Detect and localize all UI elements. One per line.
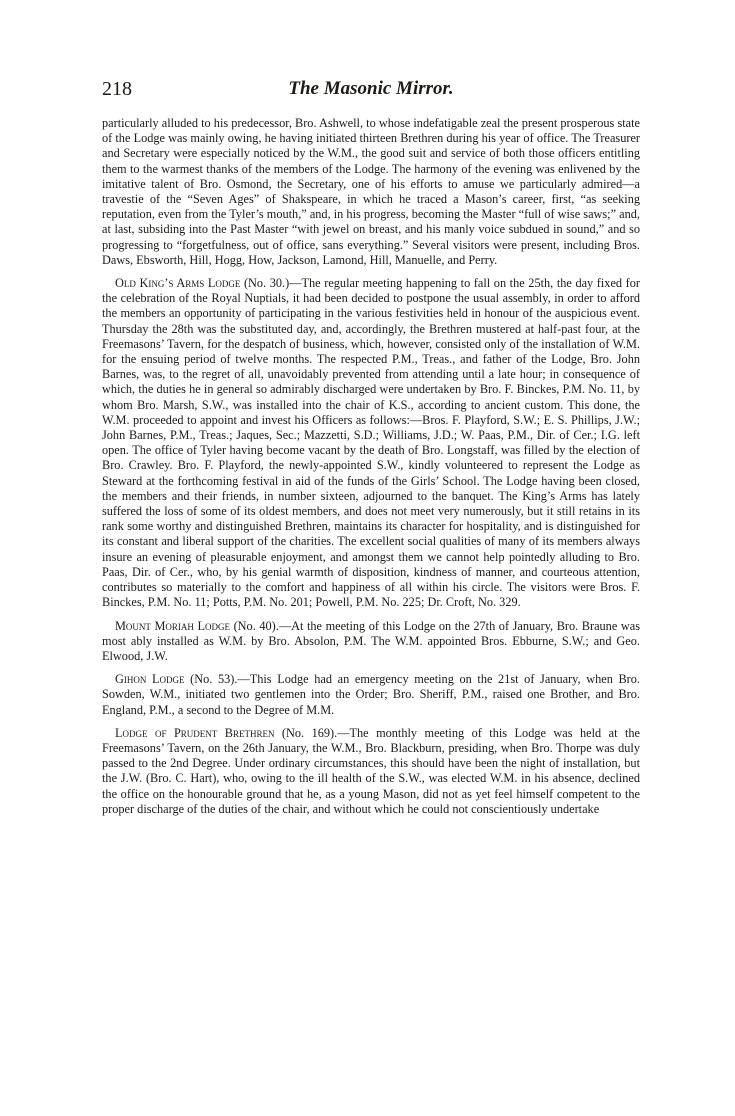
paragraph-old-kings-arms-lodge xyxy=(102,276,640,610)
paragraph-text: (No. 53).—This Lodge had an emergency meeting on the 21st of January, when Bro. Sowden, W.M., initiated two gentlemen into the Order; Bro. Sheriff, P.M., raised one Brother, and Bro. England, P.M., a second to the Degree of M.M. xyxy=(102,672,640,717)
paragraph-gihon-lodge xyxy=(102,672,640,718)
paragraph-mount-moriah-lodge xyxy=(102,619,640,665)
lodge-name: Mount Moriah Lodge xyxy=(115,618,231,633)
lodge-name: Lodge of Prudent Brethren xyxy=(115,725,275,740)
running-title: The Masonic Mirror. xyxy=(288,78,454,99)
article-body xyxy=(102,116,640,817)
paragraph-lodge-of-prudent-brethren xyxy=(102,726,640,817)
paragraph-text: (No. 30.)—The regular meeting happening to fall on the 25th, the day fixed for the celebration of the Royal Nuptials, it had been decided to postpone the usual assembly, in order to afford the members an opportunity of participating in the various festivities held in honour of the auspicious event. Thursday the 28th was the substituted day, and, accordingly, the Brethren mustered at half-past four, at the Freemasons’ Tavern, for the despatch of business, which, however, consisted only of the installation of W.M. for the ensuing period of twelve months. The respected P.M., Treas., and father of the Lodge, Bro. John Barnes, was, to the regret of all, unavoidably prevented from attending until a late hour; in consequence of which, the duties he in general so admirably discharged were undertaken by Bro. F. Binckes, P.M. No. 11, by whom Bro. Marsh, S.W., was installed into the chair of K.S., according to ancient custom. This done, the W.M. proceeded to appoint and invest his Officers as follows:—Bros. F. Playford, S.W.; E. S. Phillips, J.W.; John Barnes, P.M., Treas.; Jaques, Sec.; Mazzetti, S.D.; Williams, J.D.; W. Paas, P.M., Dir. of Cer.; I.G. left open. The office of Tyler having become vacant by the death of Bro. Longstaff, was filled by the election of Bro. Crawley. Bro. F. Playford, the newly-appointed S.W., kindly volunteered to represent the Lodge as Steward at the forthcoming festival in aid of the funds of the Girls’ School. The Lodge having been closed, the members and their friends, in number sixteen, adjourned to the banquet. The King’s Arms has lately suffered the loss of some of its oldest members, and does not meet very numerously, but it still retains in its rank some worthy and distinguished Brethren, maintains its character for hospitality, and is distinguished for its constant and liberal support of the charities. The excellent social qualities of many of its members always insure an evening of pleasurable enjoyment, and amongst them we cannot help pointedly alluding to Bro. Paas, Dir. of Cer., who, by his genial warmth of disposition, kindness of manner, and courteous attention, contributes so materially to the comfort and happiness of all within his circle. The visitors were Bros. F. Binckes, P.M. No. 11; Potts, P.M. No. 201; Powell, P.M. No. 225; Dr. Croft, No. 329. xyxy=(102,276,640,610)
paragraph-text: particularly alluded to his predecessor, Bro. Ashwell, to whose indefatigable zeal the present prosperous state of the Lodge was mainly owing, he having initiated thirteen Brethren during his year of office. The Treasurer and Secretary were especially noticed by the W.M., the good suit and service of both those officers entitling them to the warmest thanks of the members of the Lodge. The harmony of the evening was enlivened by the imitative talent of Bro. Osmond, the Secretary, one of his efforts to amuse we particularly admired—a travestie of the “Seven Ages” of Shakspeare, in which he traced a Mason’s career, first, “as seeking reputation, even from the Tyler’s mouth,” and, in his progress, becoming the Master “full of wise saws;” and, at last, subsiding into the Past Master “with jewel on breast, and his manly voice subdued in sound,” and so progressing to “forgetfulness, out of office, sans everything.” Several visitors were present, including Bros. Daws, Ebsworth, Hill, Hogg, How, Jackson, Lamond, Hill, Manuelle, and Perry. xyxy=(102,116,640,267)
page-header xyxy=(102,78,640,108)
page-number: 218 xyxy=(102,78,132,100)
paragraph-continuation xyxy=(102,116,640,268)
lodge-name: Old King’s Arms Lodge xyxy=(115,276,241,291)
paragraph-text: (No. 169).—The monthly meeting of this Lodge was held at the Freemasons’ Tavern, on the 26th January, the W.M., Bro. Blackburn, presiding, when Bro. Thorpe was duly passed to the 2nd Degree. Under ordinary circumstances, this should have been the night of installation, but the J.W. (Bro. C. Hart), who, owing to the ill health of the S.W., was elected W.M. in his absence, declined the office on the honourable ground that he, as a young Mason, did not as yet feel himself competent to the proper discharge of the duties of the chair, and without which he could not conscientiously undertake xyxy=(102,725,641,816)
paragraph-text: (No. 40).—At the meeting of this Lodge on the 27th of January, Bro. Braune was most ably installed as W.M. by Bro. Absolon, P.M. The W.M. appointed Bros. Ebburne, S.W.; and Geo. Elwood, J.W. xyxy=(102,618,640,663)
document-page xyxy=(102,78,640,817)
lodge-name: Gihon Lodge xyxy=(115,672,185,687)
